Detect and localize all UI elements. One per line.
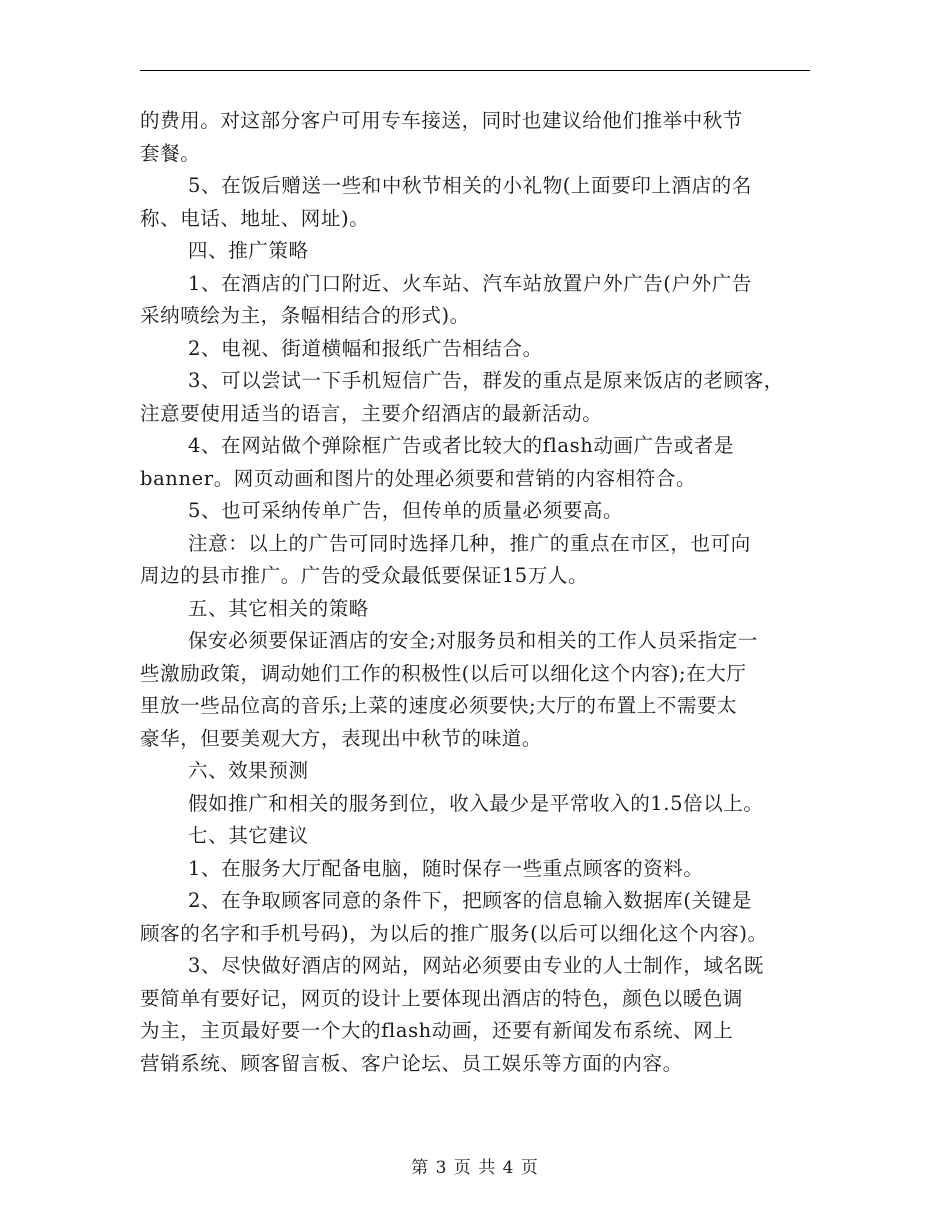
text-line: 注意：以上的广告可同时选择几种，推广的重点在市区，也可向: [188, 531, 751, 555]
text-line: 些激励政策，调动她们工作的积极性(以后可以细化这个内容);在大厅: [140, 661, 747, 685]
text-line: 六、效果预测: [188, 759, 309, 782]
text-line: 假如推广和相关的服务到位，收入最少是平常收入的1.5倍以上。: [188, 791, 764, 815]
text-line: 3、尽快做好酒店的网站，网站必须要由专业的人士制作，域名既: [188, 954, 764, 977]
document-body: [140, 105, 820, 1080]
text-line: 5、在饭后赠送一些和中秋节相关的小礼物(上面要印上酒店的名: [188, 174, 752, 197]
text-line: 注意要使用适当的语言，主要介绍酒店的最新活动。: [140, 401, 603, 425]
text-line: 3、可以尝试一下手机短信广告，群发的重点是原来饭店的老顾客，: [188, 369, 784, 392]
text-line: 4、在网站做个弹除框广告或者比较大的flash动画广告或者是: [188, 434, 735, 457]
page-footer: [0, 1153, 950, 1178]
text-line: 周边的县市推广。广告的受众最低要保证15万人。: [140, 564, 589, 587]
text-line: 要简单有要好记，网页的设计上要体现出酒店的特色，颜色以暖色调: [140, 986, 744, 1010]
text-line: 顾客的名字和手机号码)，为以后的推广服务(以后可以细化这个内容)。: [140, 921, 768, 945]
text-line: 采纳喷绘为主，条幅相结合的形式)。: [140, 304, 470, 327]
header-rule: [140, 70, 810, 71]
text-line: 营销系统、顾客留言板、客户论坛、员工娱乐等方面的内容。: [140, 1051, 683, 1075]
text-line: 保安必须要保证酒店的安全;对服务员和相关的工作人员采指定一: [188, 629, 758, 652]
text-line: 五、其它相关的策略: [188, 596, 369, 620]
text-line: 为主，主页最好要一个大的flash动画，还要有新闻发布系统、网上: [140, 1019, 734, 1042]
text-line: 1、在酒店的门口附近、火车站、汽车站放置户外广告(户外广告: [188, 271, 752, 295]
text-line: 七、其它建议: [188, 824, 309, 847]
text-line: 套餐。: [140, 141, 201, 165]
text-line: banner。网页动画和图片的处理必须要和营销的内容相符合。: [140, 466, 697, 490]
text-line: 称、电话、地址、网址)。: [140, 206, 370, 230]
text-line: 5、也可采纳传单广告，但传单的质量必须要高。: [188, 499, 624, 522]
text-line: 里放一些品位高的音乐;上菜的速度必须要快;大厅的布置上不需要太: [140, 694, 738, 717]
text-line: 1、在服务大厅配备电脑，随时保存一些重点顾客的资料。: [188, 856, 704, 880]
text-line: 2、在争取顾客同意的条件下，把顾客的信息输入数据库(关键是: [188, 889, 752, 912]
text-line: 的费用。对这部分客户可用专车接送，同时也建议给他们推举中秋节: [140, 109, 744, 132]
text-line: 四、推广策略: [188, 239, 309, 262]
page-number-label: 第 3 页 共 4 页: [411, 1158, 539, 1178]
text-line: 豪华，但要美观大方，表现出中秋节的味道。: [140, 726, 543, 750]
text-line: 2、电视、街道横幅和报纸广告相结合。: [188, 336, 543, 360]
